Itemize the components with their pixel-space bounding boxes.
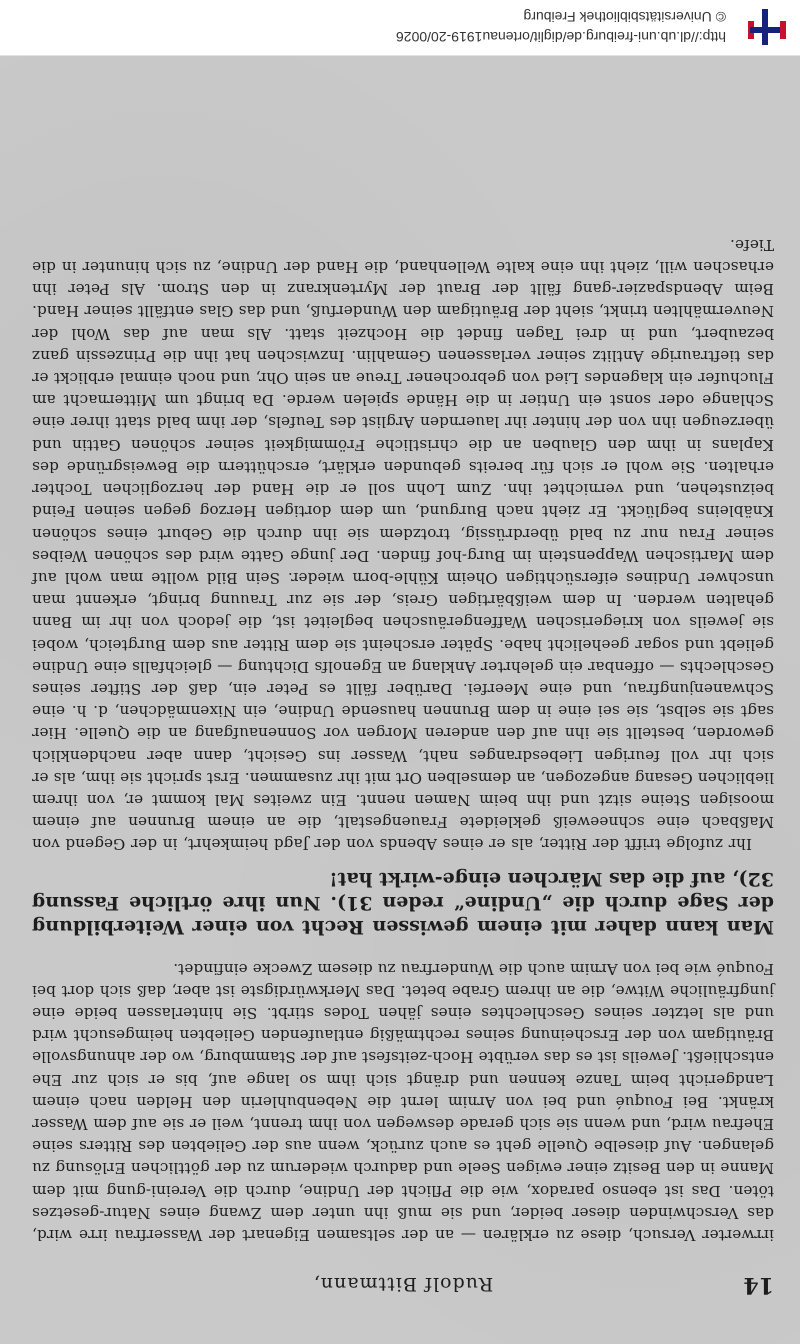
permalink[interactable]: http://dl.ub.uni-freiburg.de/diglit/ortenau1919-20/0026 — [395, 29, 726, 45]
footer-text — [396, 9, 726, 45]
footer-bar — [0, 0, 800, 56]
scanned-page — [0, 56, 800, 1344]
paragraph-2: Ihr zufolge trifft der Ritter, als er eines Abends von der Jagd heimkehrt, in der Gegend von Maßbach eine schneeweiß gekleidete Frauengestalt, die an einem Brunnen auf einem moosigen Steine sitzt und ihn beim Namen nennt. Ein zweites Mal kommt er, von ihrem lieblichen Gesang angezogen, an demselben Ort mit ihr zusammen. Erst spricht sie ihm, als er sich ihr voll feurigen Liebesdranges naht, Wasser ins Gesicht, dann aber nachdenklich geworden, bestellt sie ihn auf den anderen Morgen vor Sonnenaufgang an die Quelle. Hier sagt sie selbst, sie sei eine in dem Brunnen hausende Undine, ein Nixenmädchen, d. h. eine Schwanenjungfrau, und eine Meerfei. Darüber fällt es Peter ein, daß der Stifter seines Geschlechts — offenbar ein gelehrter Anklang an Egenolfs Dichtung — gleichfalls eine Undine geliebt und sogar geehelicht habe. Später erscheint sie dem Ritter aus dem Burgteich, wobei sie jeweils von kriegerischen Waffengeräuschen begleitet ist, die jedoch von ihr im Bann gehalten werden. In dem weißbärtigen Greis, der sie zur Trauung bringt, erkennt man unschwer Undines eifersüchtigen Oheim Kühle-born wieder. Sein Bild wollte man wohl auf dem Martischen Wappenstein im Burg-hof finden. Der junge Gatte wird des schönen Weibes seiner Frau nur zu bald überdrüssig, trotzdem sie ihn durch die Geburt eines schönen Knäbleins beglückt. Er zieht nach Burgund, um dem dortigen Herzog gegen seinen Feind beizustehen, und vernichtet ihn. Zum Lohn soll er die Hand der herzoglichen Tochter erhalten. Sie wohl er sich für bereits gebunden erklärt, erschüttern die Beweisgründe des Kaplans in ihm den Glauben an die christliche Frömmigkeit seiner schönen Gattin und überzeugen ihn von der hinter ihr lauernden Arglist des Teufels, der ihm bald statt ihrer eine Schlange oder sonst ein Untier in die Hände spielen werde. Da bringt um Mitternacht am Fluchufer ein klagendes Lied von gebrochener Treue an sein Ohr, und noch einmal erblickt er das tieftraurige Antlitz seiner verlassenen Gemahlin. Inzwischen hat ihn die Prinzessin ganz bezaubert, und in drei Tagen findet die Hochzeit statt. Als man auf das Wohl der Neuvermählten trinkt, sieht der Bräutigam den Wunderfuß, und das Glas entfällt seiner Hand. Beim Abendspazier-gang fällt der Braut der Myrtenkranz in den Strom. Als Peter ihn erhaschen will, zieht ihn eine kalte Wellenhand, die Hand der Undine, zu sich hinunter in die Tiefe. — [32, 235, 774, 854]
running-head-title: Rudolf Bittmann, — [312, 1273, 494, 1295]
emphasis-paragraph: Man kann daher mit einem gewissen Recht von einer Weiterbildung der Sage durch die „Undine“ reden 31). Nun ihre örtliche Fassung 32), auf die das Märchen einge-wirkt hat! — [32, 868, 774, 939]
university-logo-icon — [744, 5, 788, 49]
page-number: 14 — [743, 1272, 774, 1298]
page-content — [32, 78, 774, 1308]
running-head — [32, 1262, 774, 1298]
paragraph-1: irrwerter Versuch, diese zu erklären — an der seltsamen Eigenart der Wasserfrau irre wird, das Verschwinden dieser beider, und sie muß ihn unter dem Zwang eines Natur-gesetzes töten. Das ist ebenso paradox, wie die Pflicht der Undine, durch die Vereini-gung mit dem Manne in den Besitz einer ewigen Seele und dadurch wiederum zu der göttlichen Erlösung zu gelangen. Auf dieselbe Quelle geht es auch zurück, wenn aus der Geliebten des Ritters seine Ehefrau wird, und wenn sie sich gerade deswegen von ihm trennt, weil er sie auf dem Wasser kränkt. Bei Fouqué und bei von Arnim lernt die Nebenbuhlerin den Helden nach einem Landgericht beim Tanze kennen und drängt sich ihm so lange auf, bis er sich zur Ehe entschließt. Jeweils ist es das verübte Hoch-zeitsfest auf der Stammburg, wo der ahnungsvolle Bräutigam von der Erscheinung seines rechtmäßig entlaufenden Geliebten heimgesucht wird und als letzter seines Geschlechtes eines jähen Todes stirbt. Sie hinterlassen beide eine jungfräuliche Witwe, die an ihrem Grabe betet. Das Merkwürdigste ist aber, daß sich dort bei Fouqué wie bei von Arnim auch die Wunderfrau zu diesem Zwecke einfindet. — [32, 959, 774, 1244]
copyright-notice: © Universitätsbibliothek Freiburg — [523, 9, 726, 25]
